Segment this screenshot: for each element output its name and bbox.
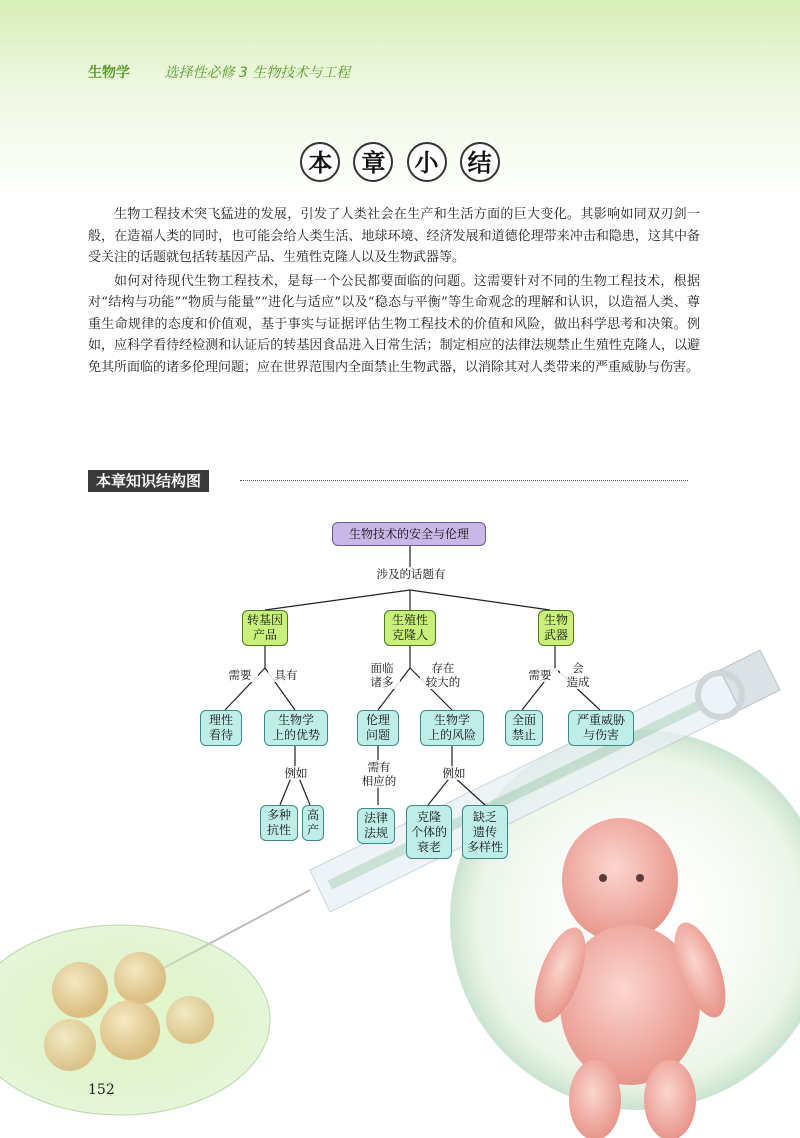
title-char: 本 xyxy=(300,142,340,182)
node-bio-risk: 生物学 上的风险 xyxy=(420,710,484,746)
egg-cell-graphic xyxy=(166,996,214,1044)
link-label: 例如 xyxy=(276,766,316,780)
node-reproductive-cloning: 生殖性 克隆人 xyxy=(384,610,436,646)
link-label: 具有 xyxy=(268,668,304,682)
link-label: 需要 xyxy=(522,668,558,682)
link-label: 需有 相应的 xyxy=(356,760,402,788)
page-number: 152 xyxy=(88,1082,115,1098)
paragraph: 如何对待现代生物工程技术，是每一个公民都要面临的问题。这需要针对不同的生物工程技术，根据对“结构与功能”“物质与能量”“进化与适应”以及“稳态与平衡”等生命观念的理解和认识，以造福人类、尊重生命规律的态度和价值观，基于事实与证据评估生物工程技术的价值和风险，做出科学思考和决策。例如，应科学看待经检测和认证后的转基因食品进入日常生活；制定相应的法律法规禁止生殖性克隆人，以避免其所面临的诸多伦理问题；应在世界范围内全面禁止生物武器，以消除其对人类带来的严重威胁与伤害。 xyxy=(88,273,700,375)
section-divider xyxy=(240,480,688,481)
node-bio-weapons: 生物 武器 xyxy=(538,610,574,646)
link-label: 例如 xyxy=(434,766,474,780)
node-total-ban: 全面 禁止 xyxy=(505,710,543,746)
link-label: 需要 xyxy=(222,668,258,682)
egg-cell-graphic xyxy=(100,1000,160,1060)
section-header xyxy=(88,470,688,492)
title-char: 结 xyxy=(460,142,500,182)
egg-cell-graphic xyxy=(114,952,166,1004)
node-rational-view: 理性 看待 xyxy=(200,710,242,746)
node-ethical-issues: 伦理 问题 xyxy=(357,710,399,746)
chapter-summary-title xyxy=(0,142,800,182)
node-clone-aging: 克隆 个体的 衰老 xyxy=(406,805,452,859)
node-root: 生物技术的安全与伦理 xyxy=(332,522,486,546)
node-laws: 法律 法规 xyxy=(357,808,395,844)
link-label: 面临 诸多 xyxy=(364,661,400,689)
running-header xyxy=(88,62,350,82)
node-genetic-diversity: 缺乏 遗传 多样性 xyxy=(462,805,508,859)
header-course: 选择性必修 3 生物技术与工程 xyxy=(164,65,351,81)
node-bio-advantage: 生物学 上的优势 xyxy=(264,710,328,746)
link-label: 涉及的话题有 xyxy=(368,567,454,581)
section-title: 本章知识结构图 xyxy=(88,470,209,492)
link-label: 会 造成 xyxy=(560,661,596,689)
node-serious-threat: 严重威胁 与伤害 xyxy=(568,710,634,746)
egg-cell-graphic xyxy=(52,962,108,1018)
egg-cell-graphic xyxy=(44,1019,96,1071)
title-char: 章 xyxy=(353,142,393,182)
title-char: 小 xyxy=(407,142,447,182)
node-gm-products: 转基因 产品 xyxy=(242,610,288,646)
link-label: 存在 较大的 xyxy=(420,661,466,689)
node-high-yield: 高 产 xyxy=(302,805,324,841)
node-multi-resistance: 多种 抗性 xyxy=(260,805,298,841)
summary-body xyxy=(88,204,700,378)
concept-map-illustration xyxy=(0,500,800,1138)
header-subject: 生物学 xyxy=(88,65,130,81)
paragraph: 生物工程技术突飞猛进的发展，引发了人类社会在生产和生活方面的巨大变化。其影响如同双刃剑一般，在造福人类的同时，也可能会给人类生活、地球环境、经济发展和道德伦理带来冲击和隐患，这其中备受关注的话题就包括转基因产品、生殖性克隆人以及生物武器等。 xyxy=(88,207,700,265)
